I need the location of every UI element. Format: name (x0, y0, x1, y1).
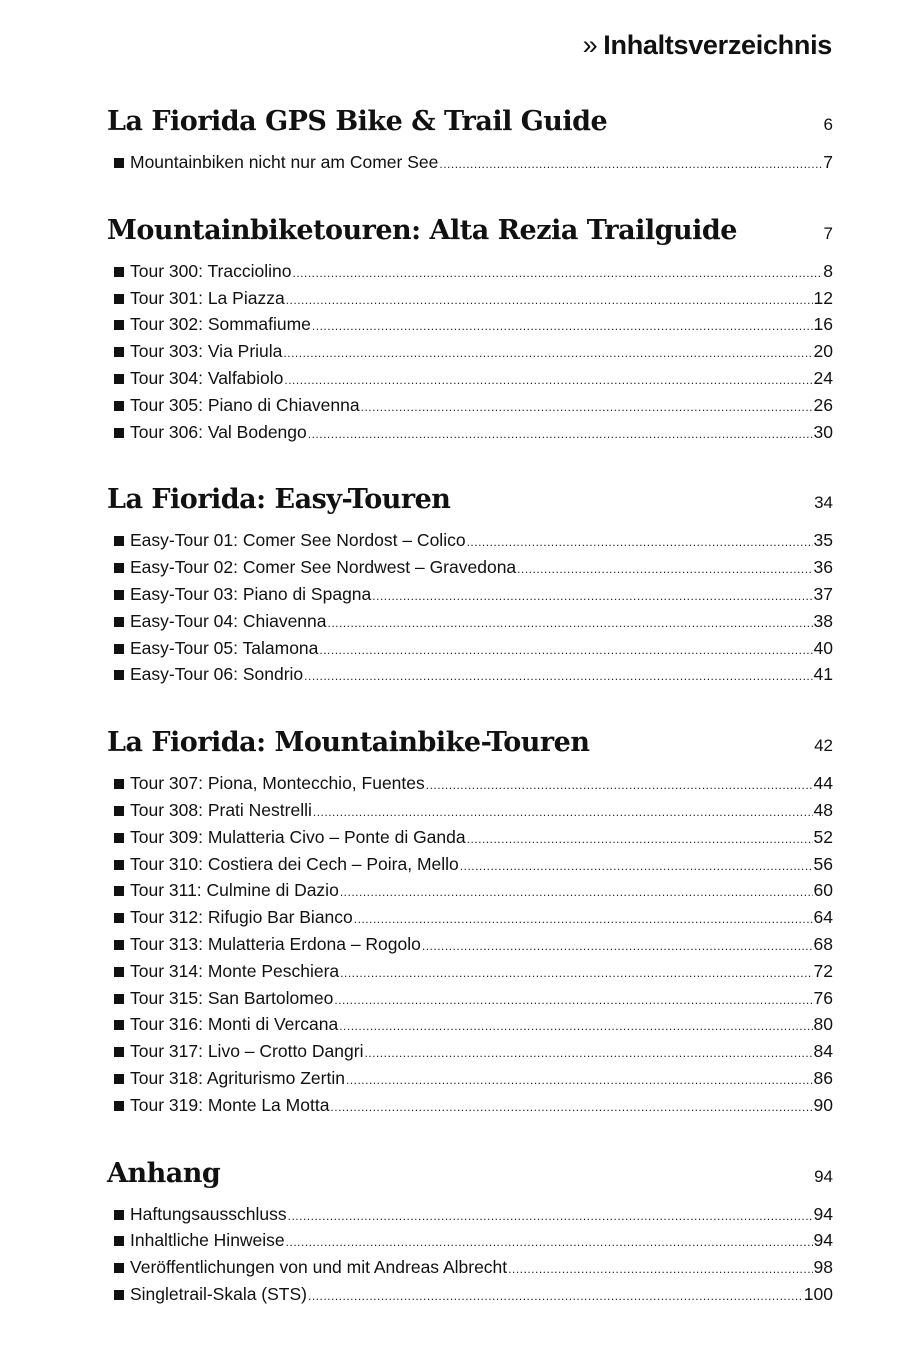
dot-leader (304, 669, 812, 683)
dot-leader (328, 616, 813, 630)
entry-page-number: 44 (813, 773, 833, 794)
entry-title: Tour 314: Monte Peschiera (130, 960, 340, 981)
dot-leader (313, 805, 813, 819)
dot-leader (340, 885, 813, 899)
entry-title: Haftungsausschluss (130, 1203, 287, 1224)
toc-section (107, 215, 833, 449)
section-page-number: 7 (823, 223, 833, 243)
toc-entry[interactable] (107, 1284, 833, 1311)
entry-page-number: 56 (813, 853, 833, 874)
dot-leader (467, 535, 813, 549)
entry-page-number: 68 (813, 933, 833, 954)
entry-page-number: 41 (813, 664, 833, 685)
toc-entry[interactable] (107, 880, 833, 907)
section-title: Mountainbiketouren: Alta Rezia Trailguide (107, 214, 737, 246)
dot-leader (354, 912, 813, 926)
square-bullet-icon (114, 428, 124, 438)
entry-page-number: 60 (813, 880, 833, 901)
toc-section (107, 1158, 833, 1311)
dot-leader (340, 966, 812, 980)
square-bullet-icon (114, 644, 124, 654)
toc-section (107, 106, 833, 179)
entry-page-number: 8 (823, 260, 833, 281)
section-page-number: 94 (814, 1166, 833, 1186)
toc-entry[interactable] (107, 1014, 833, 1041)
square-bullet-icon (114, 806, 124, 816)
square-bullet-icon (114, 860, 124, 870)
entry-page-number: 12 (813, 287, 833, 308)
dot-leader (330, 1100, 812, 1114)
entry-title: Tour 311: Culmine di Dazio (130, 880, 339, 901)
entry-title: Tour 315: San Bartolomeo (130, 987, 334, 1008)
entry-page-number: 94 (813, 1230, 833, 1251)
dot-leader (308, 1289, 803, 1303)
dot-leader (517, 562, 812, 576)
square-bullet-icon (114, 267, 124, 277)
dot-leader (312, 319, 813, 333)
toc-entry[interactable] (107, 395, 833, 422)
entry-page-number: 38 (813, 610, 833, 631)
toc-entry[interactable] (107, 261, 833, 288)
section-title: La Fiorida: Easy-Touren (107, 484, 451, 516)
dot-leader (319, 643, 812, 657)
entry-title: Tour 308: Prati Nestrelli (130, 799, 312, 820)
toc-entry[interactable] (107, 934, 833, 961)
toc-entry[interactable] (107, 800, 833, 827)
entry-page-number: 100 (803, 1283, 833, 1304)
entry-page-number: 84 (813, 1041, 833, 1062)
toc-entry[interactable] (107, 422, 833, 449)
dot-leader (346, 1073, 813, 1087)
square-bullet-icon (114, 536, 124, 546)
toc-entry[interactable] (107, 1095, 833, 1122)
dot-leader (426, 778, 813, 792)
entry-page-number: 52 (813, 826, 833, 847)
dot-leader (372, 589, 812, 603)
entry-title: Tour 306: Val Bodengo (130, 421, 307, 442)
entry-title: Mountainbiken nicht nur am Comer See (130, 152, 439, 172)
square-bullet-icon (114, 320, 124, 330)
entry-page-number: 36 (813, 557, 833, 578)
square-bullet-icon (114, 347, 124, 357)
dot-leader (364, 1046, 812, 1060)
square-bullet-icon (114, 294, 124, 304)
dot-leader (361, 400, 813, 414)
toc-entry[interactable] (107, 1230, 833, 1257)
dot-leader (292, 266, 822, 280)
square-bullet-icon (114, 1290, 124, 1300)
entry-title: Tour 302: Sommafiume (130, 314, 311, 335)
section-page-number: 42 (814, 736, 833, 756)
entry-title: Singletrail-Skala (STS) (130, 1283, 307, 1304)
entry-page-number: 24 (813, 367, 833, 388)
entry-page-number: 86 (813, 1067, 833, 1088)
toc-entry[interactable] (107, 827, 833, 854)
entry-page-number: 26 (813, 394, 833, 415)
square-bullet-icon (114, 1263, 124, 1273)
square-bullet-icon (114, 374, 124, 384)
toc-entry[interactable] (107, 1204, 833, 1231)
toc-entry[interactable] (107, 907, 833, 934)
toc-entry[interactable] (107, 1041, 833, 1068)
square-bullet-icon (114, 617, 124, 627)
square-bullet-icon (114, 1101, 124, 1111)
entry-page-number: 64 (813, 907, 833, 928)
entry-title: Tour 305: Piano di Chiavenna (130, 394, 360, 415)
toc-entry[interactable] (107, 288, 833, 315)
section-title: La Fiorida GPS Bike & Trail Guide (107, 106, 608, 137)
square-bullet-icon (114, 994, 124, 1004)
square-bullet-icon (114, 590, 124, 600)
entry-page-number: 80 (813, 1014, 833, 1035)
entry-title: Easy-Tour 01: Comer See Nordost – Colico (130, 530, 466, 551)
square-bullet-icon (114, 1074, 124, 1084)
dot-leader (339, 1019, 812, 1033)
toc-entry[interactable] (107, 1257, 833, 1284)
dot-leader (334, 993, 812, 1007)
dot-leader (286, 293, 813, 307)
square-bullet-icon (114, 401, 124, 411)
square-bullet-icon (114, 1210, 124, 1220)
entry-title: Tour 313: Mulatteria Erdona – Rogolo (130, 933, 421, 954)
section-title: Anhang (107, 1157, 221, 1189)
table-of-contents (107, 106, 833, 1347)
toc-entry[interactable] (107, 341, 833, 368)
dot-leader (467, 832, 813, 846)
entry-title: Easy-Tour 02: Comer See Nordwest – Gravedona (130, 557, 517, 578)
entry-title: Easy-Tour 05: Talamona (130, 637, 319, 658)
toc-section (107, 727, 833, 1121)
dot-leader (460, 859, 813, 873)
entry-title: Tour 312: Rifugio Bar Bianco (130, 907, 353, 928)
toc-entry[interactable] (107, 854, 833, 881)
toc-entry[interactable] (107, 557, 833, 584)
square-bullet-icon (114, 833, 124, 843)
entry-page-number: 20 (813, 341, 833, 362)
entry-page-number: 35 (813, 530, 833, 551)
square-bullet-icon (114, 1020, 124, 1030)
entry-title: Tour 307: Piona, Montecchio, Fuentes (130, 773, 425, 794)
entry-title: Inhaltliche Hinweise (130, 1230, 285, 1251)
entry-title: Tour 318: Agriturismo Zertin (130, 1067, 345, 1088)
dot-leader (508, 1262, 812, 1276)
square-bullet-icon (114, 940, 124, 950)
toc-entry[interactable] (107, 664, 833, 691)
entry-title: Tour 310: Costiera dei Cech – Poira, Mello (130, 853, 459, 874)
toc-entry[interactable] (107, 638, 833, 665)
section-heading[interactable] (107, 106, 833, 144)
entry-title: Tour 319: Monte La Motta (130, 1094, 330, 1115)
entry-page-number: 98 (813, 1257, 833, 1278)
toc-entry[interactable] (107, 368, 833, 395)
toc-entry[interactable] (107, 1068, 833, 1095)
toc-entry[interactable] (107, 773, 833, 800)
square-bullet-icon (114, 913, 124, 923)
dot-leader (283, 346, 812, 360)
square-bullet-icon (114, 563, 124, 573)
section-heading[interactable] (107, 484, 833, 522)
entry-title: Tour 317: Livo – Crotto Dangri (130, 1041, 364, 1062)
toc-section (107, 484, 833, 691)
toc-entry[interactable] (107, 584, 833, 611)
entry-title: Tour 301: La Piazza (130, 287, 285, 308)
dot-leader (286, 1235, 813, 1249)
square-bullet-icon (114, 779, 124, 789)
square-bullet-icon (114, 1047, 124, 1057)
dot-leader (284, 373, 812, 387)
entry-title: Tour 304: Valfabiolo (130, 367, 284, 388)
section-page-number: 34 (814, 493, 833, 513)
entry-page-number: 40 (813, 637, 833, 658)
toc-entry[interactable] (107, 988, 833, 1015)
entry-page-number: 94 (813, 1203, 833, 1224)
entry-title: Easy-Tour 03: Piano di Spagna (130, 583, 372, 604)
toc-entry[interactable] (107, 530, 833, 557)
entry-title: Tour 316: Monti di Vercana (130, 1014, 339, 1035)
toc-entry[interactable] (107, 611, 833, 638)
section-heading[interactable] (107, 727, 833, 765)
dot-leader (308, 427, 813, 441)
entry-page-number: 76 (813, 987, 833, 1008)
entry-title: Tour 300: Tracciolino (130, 260, 292, 281)
entry-title: Easy-Tour 06: Sondrio (130, 664, 304, 685)
entry-page-number: 37 (813, 583, 833, 604)
entry-page-number: 30 (813, 421, 833, 442)
header-arrow: » (582, 30, 598, 60)
section-heading[interactable] (107, 215, 833, 253)
square-bullet-icon (114, 886, 124, 896)
page-title: Inhaltsverzeichnis (603, 30, 832, 60)
entry-title: Easy-Tour 04: Chiavenna (130, 610, 327, 631)
entry-page-number: 7 (823, 152, 833, 172)
entry-page-number: 90 (813, 1094, 833, 1115)
entry-title: Tour 309: Mulatteria Civo – Ponte di Ganda (130, 826, 466, 847)
entry-page-number: 16 (813, 314, 833, 335)
section-page-number: 6 (823, 115, 833, 134)
entry-page-number: 48 (813, 799, 833, 820)
toc-entry[interactable] (107, 152, 833, 179)
section-heading[interactable] (107, 1158, 833, 1196)
dot-leader (422, 939, 813, 953)
toc-entry[interactable] (107, 961, 833, 988)
entry-title: Tour 303: Via Priula (130, 341, 283, 362)
square-bullet-icon (114, 158, 124, 168)
toc-entry[interactable] (107, 314, 833, 341)
dot-leader (288, 1209, 813, 1223)
square-bullet-icon (114, 670, 124, 680)
square-bullet-icon (114, 967, 124, 977)
entry-page-number: 72 (813, 960, 833, 981)
entry-title: Veröffentlichungen von und mit Andreas Albrecht (130, 1257, 508, 1278)
section-title: La Fiorida: Mountainbike-Touren (107, 727, 590, 759)
page-header (583, 30, 832, 61)
square-bullet-icon (114, 1236, 124, 1246)
dot-leader (439, 157, 822, 171)
